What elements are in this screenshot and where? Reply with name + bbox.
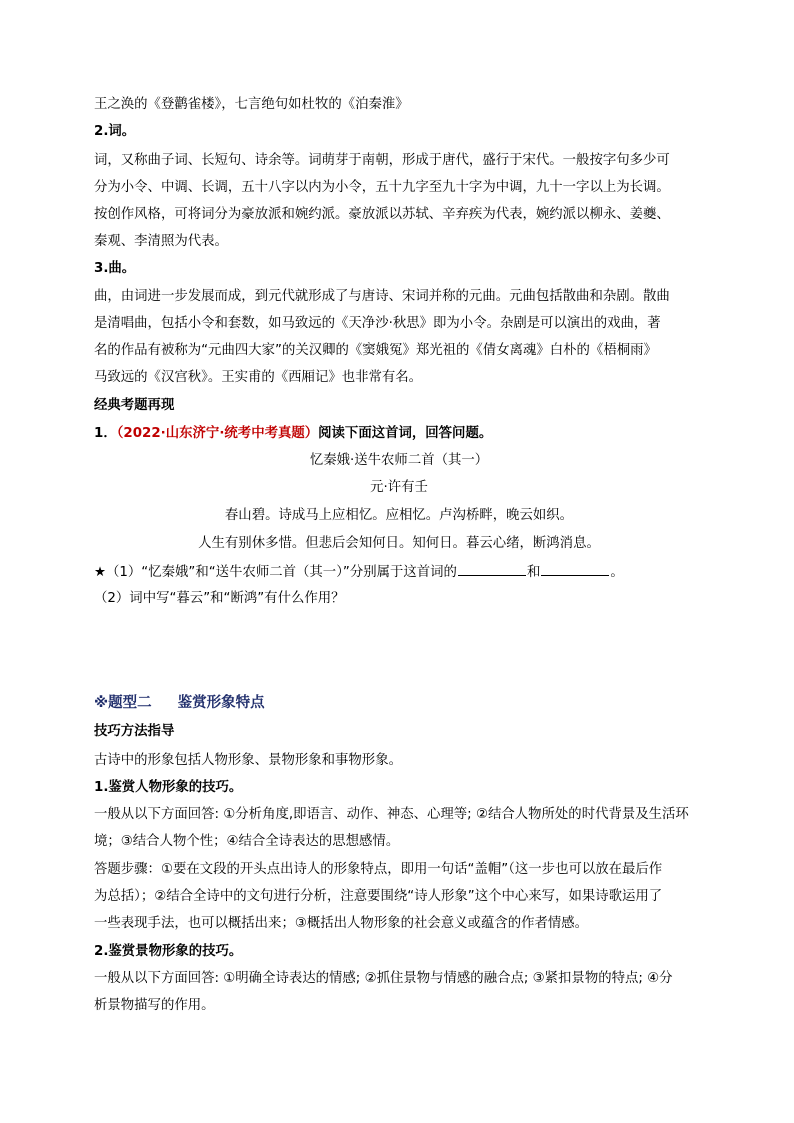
text-line: 王之涣的《登鹳雀楼》，七言绝句如杜牧的《泊秦淮》 — [94, 97, 409, 112]
text-line: 名的作品有被称为“元曲四大家”的关汉卿的《窦娥冤》郑光祖的《倩女离魂》白朴的《梧桐雨》 — [94, 343, 657, 358]
text-line: 秦观、李清照为代表。 — [94, 234, 228, 249]
sub-question-text: ★（1）“忆秦娥”和“送牛农师二首（其一）”分别属于这首词的 — [94, 565, 457, 580]
text-line: 一般从以下方面回答: ①明确全诗表达的情感; ②抓住景物与情感的融合点; ③紧扣景物的特点; ④分 — [94, 971, 673, 986]
poem-author: 元·许有壬 — [370, 480, 428, 495]
text-line: 一些表现手法，也可以概括出来；③概括出人物形象的社会意义或蕴含的作者情感。 — [94, 916, 589, 931]
exam-heading: 经典考题再现 — [94, 398, 175, 413]
sub-heading-1: 1.鉴赏人物形象的技巧。 — [94, 780, 243, 795]
section-heading-ci: 2.词。 — [94, 124, 136, 139]
sub-question-text: 和 — [526, 565, 541, 580]
poem-line: 春山碧。诗成马上应相忆。应相忆。卢沟桥畔，晚云如织。 — [224, 508, 574, 523]
poem-title: 忆秦娥·送牛农师二首（其一） — [309, 453, 489, 468]
question-1 — [94, 424, 492, 444]
text-line: 马致远的《汉宫秋》。王实甫的《西厢记》也非常有名。 — [94, 370, 423, 385]
sub-heading-2: 2.鉴赏景物形象的技巧。 — [94, 944, 243, 959]
question-prompt: 阅读下面这首词，回答问题。 — [318, 426, 493, 441]
text-line: 词，又称曲子词、长短句、诗余等。词萌芽于南朝，形成于唐代，盛行于宋代。一般按字句多少可 — [94, 153, 670, 168]
text-line: 是清唱曲，包括小令和套数，如马致远的《天净沙·秋思》即为小令。杂剧是可以演出的戏曲，著 — [94, 316, 661, 331]
sub-question-2: （2）词中写“暮云”和“断鸿”有什么作用？ — [94, 591, 345, 606]
text-line: 分为小令、中调、长调，五十八字以内为小令，五十九字至九十字为中调，九十一字以上为长调。 — [94, 180, 670, 195]
question-number: 1． — [94, 426, 117, 441]
type2-heading — [94, 693, 265, 713]
sub-question-1 — [94, 561, 624, 583]
text-line: 答题步骤：①要在文段的开头点出诗人的形象特点，即用一句话“盖帽”（这一步也可以放在最后作 — [94, 862, 663, 877]
text-line: 按创作风格，可将词分为豪放派和婉约派。豪放派以苏轼、辛弃疾为代表，婉约派以柳永、姜夔、 — [94, 207, 670, 222]
tips-heading: 技巧方法指导 — [94, 724, 175, 739]
text-line: 析景物描写的作用。 — [94, 998, 215, 1013]
answer-blank[interactable] — [541, 561, 609, 576]
text-line: 古诗中的形象包括人物形象、景物形象和事物形象。 — [94, 753, 402, 768]
poem-line: 人生有别休多惜。但悲后会知何日。知何日。暮云心绪，断鸿消息。 — [198, 536, 600, 551]
text-line: 一般从以下方面回答: ①分析角度,即语言、动作、神态、心理等; ②结合人物所处的时代背景及生活环 — [94, 807, 689, 822]
sub-question-text: 。 — [610, 565, 624, 580]
answer-blank[interactable] — [458, 561, 526, 576]
text-line: 为总括）；②结合全诗中的文句进行分析，注意要围绕“诗人形象”这个中心来写，如果诗歌运用了 — [94, 889, 663, 904]
type-label: ※题型二 — [94, 695, 152, 711]
text-line: 曲，由词进一步发展而成，到元代就形成了与唐诗、宋词并称的元曲。元曲包括散曲和杂剧。散曲 — [94, 289, 670, 304]
section-heading-qu: 3.曲。 — [94, 261, 136, 276]
type-title: 鉴赏形象特点 — [177, 695, 265, 711]
text-line: 境；③结合人物个性；④结合全诗表达的思想感情。 — [94, 834, 400, 849]
question-source: （2022·山东济宁·统考中考真题） — [116, 426, 319, 441]
